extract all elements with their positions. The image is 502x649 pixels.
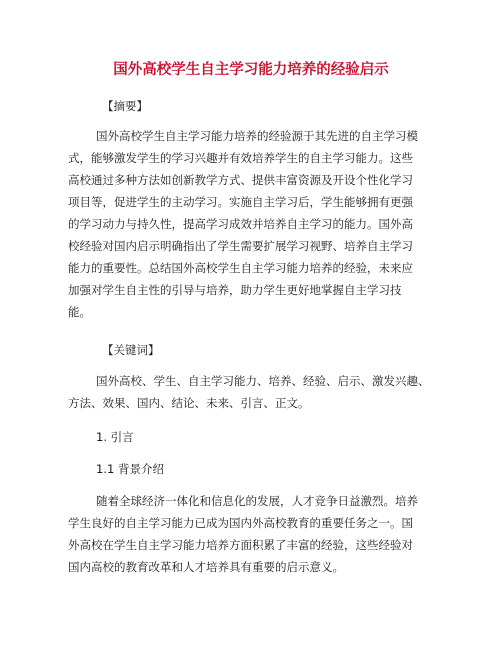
abstract-line: 加强对学生自主性的引导与培养，助力学生更好地掌握自主学习技 — [68, 283, 402, 297]
document-title: 国外高校学生自主学习能力培养的经验启示 — [113, 62, 389, 78]
body-line: 外高校在学生自主学习能力培养方面积累了丰富的经验，这些经验对 — [68, 538, 413, 552]
keywords-heading: 【关键词】 — [102, 343, 160, 357]
abstract-line: 式，能够激发学生的学习兴趣并有效培养学生的自主学习能力。这些 — [68, 151, 413, 165]
abstract-line: 国外高校学生自主学习能力培养的经验源于其先进的自主学习模 — [96, 129, 418, 143]
abstract-line: 高校通过多种方法如创新教学方式、提供丰富资源及开设个性化学习 — [68, 173, 413, 187]
section-heading: 1. 引言 — [96, 430, 134, 444]
keywords-line: 方法、效果、国内、结论、未来、引言、正文。 — [68, 396, 310, 410]
abstract-line: 能力的重要性。总结国外高校学生自主学习能力培养的经验，未来应 — [68, 261, 413, 275]
abstract-line: 能。 — [68, 305, 91, 319]
subsection-heading: 1.1 背景介绍 — [96, 462, 164, 476]
keywords-line: 国外高校、学生、自主学习能力、培养、经验、启示、激发兴趣、 — [96, 374, 430, 388]
body-line: 随着全球经济一体化和信息化的发展，人才竞争日益激烈。培养 — [96, 494, 418, 508]
body-line: 国内高校的教育改革和人才培养具有重要的启示意义。 — [68, 560, 344, 574]
abstract-heading: 【摘要】 — [102, 99, 148, 113]
abstract-line: 项目等，促进学生的主动学习。实施自主学习后，学生能够拥有更强 — [68, 195, 413, 209]
abstract-line: 的学习动力与持久性，提高学习成效并培养自主学习的能力。国外高 — [68, 217, 413, 231]
body-line: 学生良好的自主学习能力已成为国内外高校教育的重要任务之一。国 — [68, 516, 413, 530]
abstract-line: 校经验对国内启示明确指出了学生需要扩展学习视野、培养自主学习 — [68, 239, 413, 253]
